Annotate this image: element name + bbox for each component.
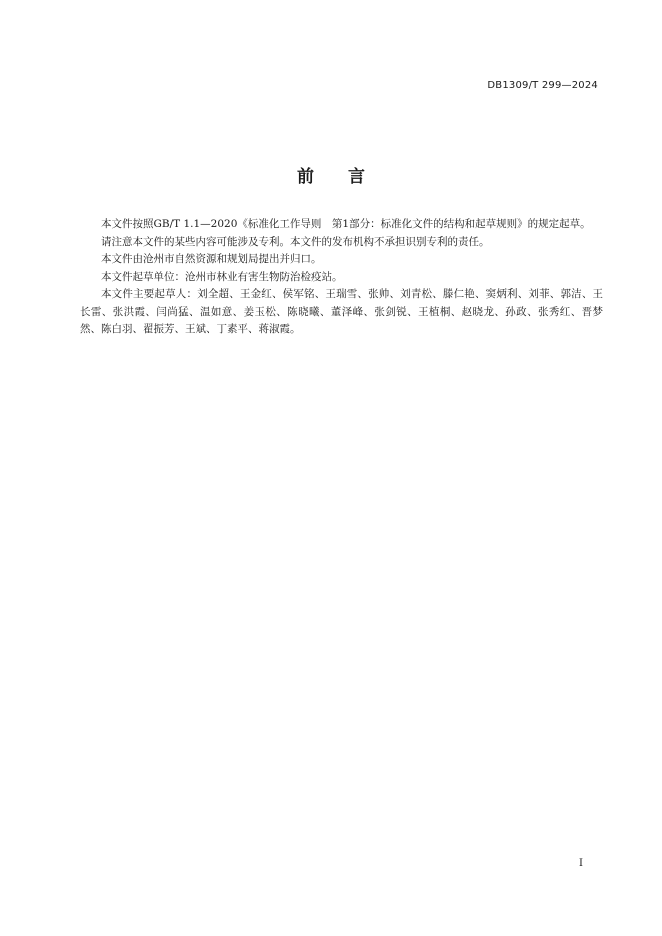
page-number: I bbox=[579, 858, 583, 869]
paragraph-drafting-unit: 本文件起草单位：沧州市林业有害生物防治检疫站。 bbox=[101, 270, 343, 283]
foreword-body bbox=[80, 216, 603, 339]
paragraph-proposer: 本文件由沧州市自然资源和规划局提出并归口。 bbox=[101, 253, 322, 265]
paragraph-drafters: 本文件主要起草人：刘全超、王金红、侯军铭、王瑞雪、张帅、刘青松、滕仁艳、窦炳利、刘菲、郭洁、王长雷、张洪霞、闫尚猛、温如意、姜玉松、陈晓曦、董泽峰、张剑锐、王植桐、赵晓龙、孙政、张秀红、晋梦然、陈白羽、翟振芳、王斌、丁素平、蒋淑霞。 bbox=[80, 288, 603, 335]
paragraph-drafting-rules: 本文件按照GB/T 1.1—2020《标准化工作导则 第1部分：标准化文件的结构和起草规则》的规定起草。 bbox=[101, 218, 591, 230]
document-code: DB1309/T 299—2024 bbox=[487, 80, 598, 91]
page-title: 前 言 bbox=[297, 167, 365, 187]
paragraph-patent-notice: 请注意本文件的某些内容可能涉及专利。本文件的发布机构不承担识别专利的责任。 bbox=[101, 235, 490, 248]
